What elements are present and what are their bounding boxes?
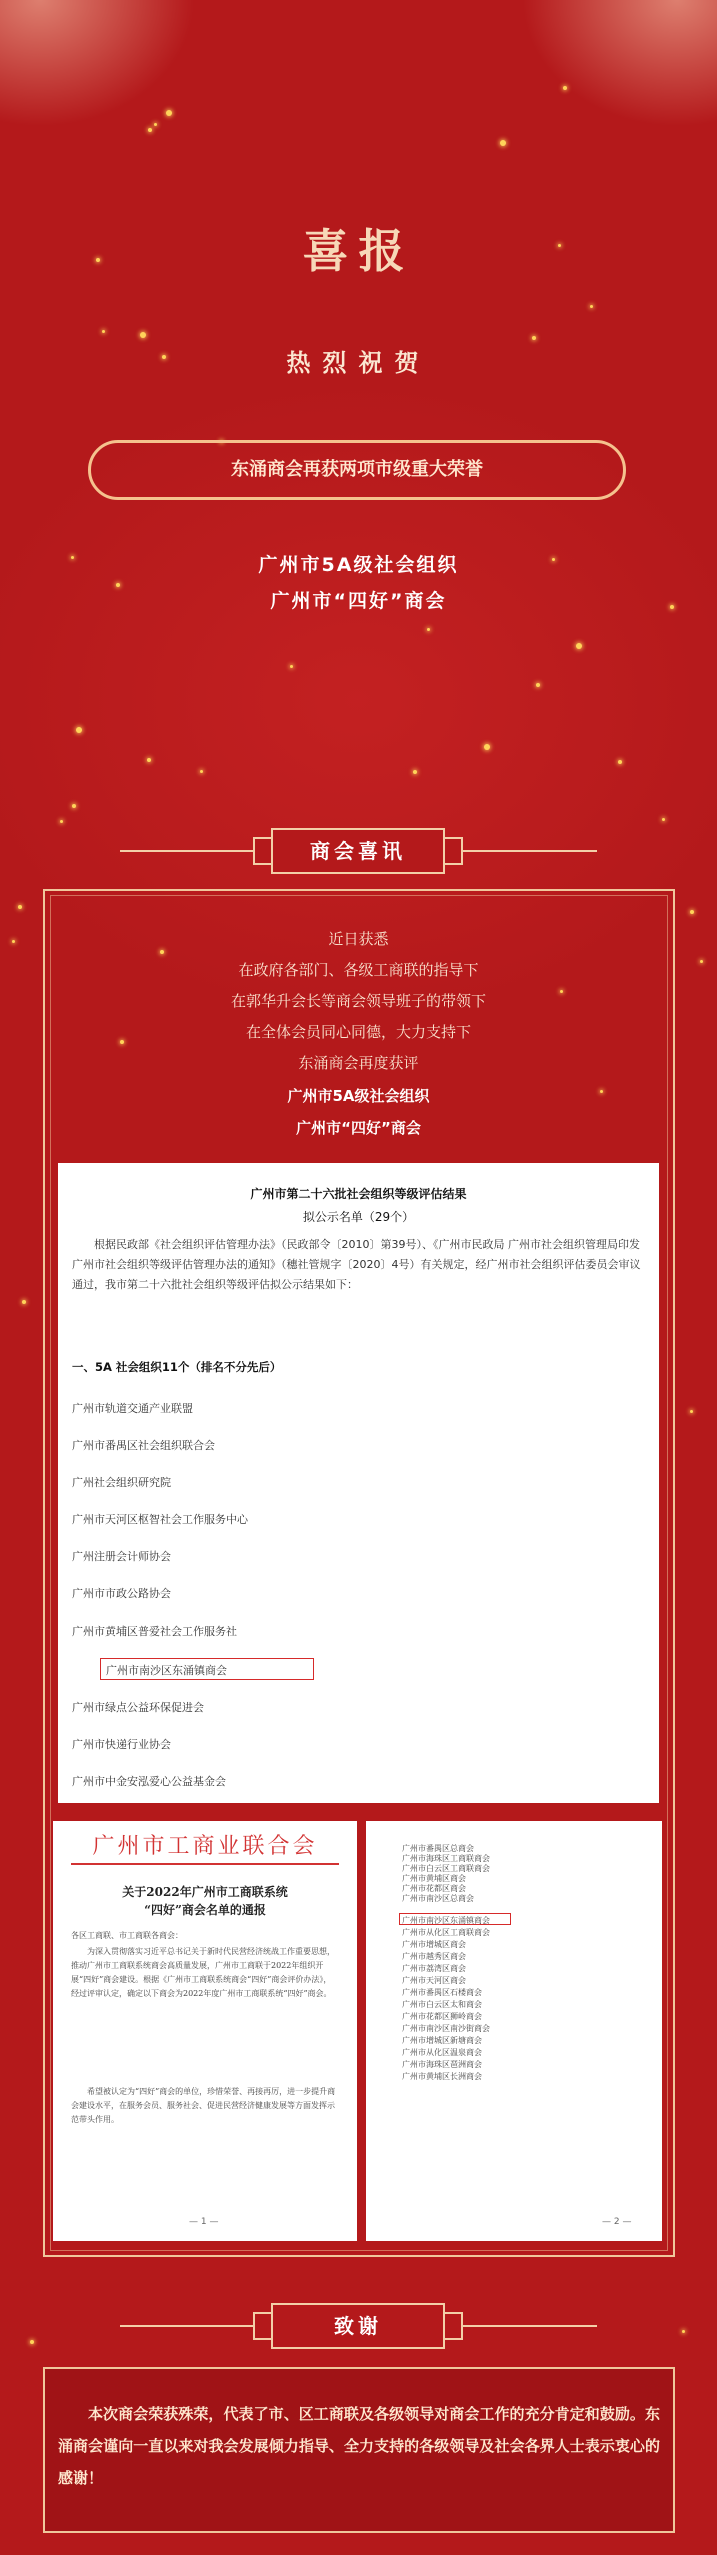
intro-highlight: 广州市“四好”商会 — [296, 1119, 421, 1137]
intro-highlight: 广州市5A级社会组织 — [287, 1087, 430, 1105]
org-item: 广州社会组织研究院 — [72, 1476, 171, 1489]
list-item: 广州市增城区商会 — [402, 1940, 466, 1949]
notice-body: 为深入贯彻落实习近平总书记关于新时代民营经济统战工作重要思想，推动广州市工商联系统商会高质量发展，广州市工商联于2022年组织开展“四好”商会建设。根据《广州市工商联系统商会“四好”商会评价办法》，经过评审认定，确定以下商会为2022年度广州市工商联系统“四好”商会。 — [71, 1947, 335, 1998]
notice-body: 希望被认定为“四好”商会的单位，珍惜荣誉、再接再厉，进一步提升商会建设水平，在服务会员、服务社会、促进民营经济健康发展等方面发挥示范带头作用。 — [71, 2087, 336, 2124]
award-four-good: 广州市“四好”商会 — [270, 590, 447, 612]
federation-notice-page-1 — [53, 1821, 357, 2241]
list-item-highlighted: 广州市南沙区东涌镇商会 — [402, 1916, 490, 1925]
evaluation-result-document — [58, 1163, 659, 1803]
org-item: 广州市市政公路协会 — [72, 1587, 171, 1600]
ribbon-right-line — [457, 2325, 597, 2327]
thanks-ribbon — [253, 2303, 463, 2349]
org-item-highlighted: 广州市南沙区东涌镇商会 — [106, 1664, 227, 1677]
list-item: 广州市黄埔区长洲商会 — [402, 2072, 482, 2081]
doc-subtitle: 拟公示名单（29个） — [302, 1210, 415, 1224]
intro-line: 东涌商会再度获评 — [298, 1054, 419, 1072]
intro-line: 在全体会员同心同德，大力支持下 — [245, 1023, 471, 1041]
list-item: 广州市南沙区总商会 — [402, 1894, 474, 1903]
org-item: 广州注册会计师协会 — [72, 1550, 171, 1563]
doc-section-heading: 一、5A 社会组织11个（排名不分先后） — [72, 1360, 282, 1374]
list-item: 广州市海珠区琶洲商会 — [402, 2060, 482, 2069]
list-item: 广州市从化区工商联商会 — [402, 1928, 490, 1937]
doc-paragraph: 根据民政部《社会组织评估管理办法》（民政部令〔2010〕第39号）、《广州市民政局 广州市社会组织管理局印发广州市社会组织等级评估管理办法的通知》（穗社管规字〔2020〕4号）有关规定，经广州市社会组织评估委员会审议通过，我市第二十六批社会组织等级评估拟公示结果如下： — [72, 1238, 641, 1291]
honor-banner: 东涌商会再获两项市级重大荣誉 — [88, 440, 626, 500]
highlight-box — [100, 1658, 314, 1680]
news-ribbon-label: 商会喜讯 — [271, 828, 445, 874]
thanks-text: 本次商会荣获殊荣，代表了市、区工商联及各级领导对商会工作的充分肯定和鼓励。东涌商会谨向一直以来对我会发展倾力指导、全力支持的各级领导及社会各界人士表示衷心的感谢！ — [58, 2405, 660, 2487]
list-item: 广州市海珠区工商联商会 — [402, 1854, 490, 1863]
list-item: 广州市增城区新塘商会 — [402, 2036, 482, 2045]
federation-notice-page-2 — [366, 1821, 662, 2241]
list-item: 广州市天河区商会 — [402, 1976, 466, 1985]
page-number: — 2 — — [602, 2217, 632, 2227]
page-number: — 1 — — [189, 2217, 219, 2227]
news-ribbon — [253, 828, 463, 874]
doc-title: 广州市第二十六批社会组织等级评估结果 — [250, 1187, 467, 1201]
org-item: 广州市天河区枢智社会工作服务中心 — [72, 1513, 248, 1526]
celebration-subtitle: 热烈祝贺 — [286, 349, 431, 377]
list-item: 广州市花都区商会 — [402, 1884, 466, 1893]
org-item: 广州市黄埔区普爱社会工作服务社 — [72, 1625, 237, 1638]
federation-header: 广州市工商业联合会 — [92, 1834, 318, 1859]
ribbon-right-line — [457, 850, 597, 852]
notice-salutation: 各区工商联、市工商联各商会： — [71, 1931, 183, 1940]
intro-line: 在郭华升会长等商会领导班子的带领下 — [230, 992, 486, 1010]
org-item: 广州市轨道交通产业联盟 — [72, 1402, 193, 1415]
list-item: 广州市越秀区商会 — [402, 1952, 466, 1961]
ribbon-left-line — [120, 2325, 260, 2327]
list-item: 广州市番禺区石楼商会 — [402, 1988, 482, 1997]
intro-line: 在政府各部门、各级工商联的指导下 — [238, 961, 479, 979]
list-item: 广州市白云区太和商会 — [402, 2000, 482, 2009]
notice-title: 关于2022年广州市工商联系统 — [122, 1885, 288, 1899]
list-item: 广州市番禺区总商会 — [402, 1844, 474, 1853]
intro-line: 近日获悉 — [328, 930, 389, 948]
highlight-box — [399, 1913, 511, 1925]
page-title: 喜报 — [302, 224, 415, 278]
list-item: 广州市荔湾区商会 — [402, 1964, 466, 1973]
list-item: 广州市南沙区南沙街商会 — [402, 2024, 490, 2033]
list-item: 广州市从化区温泉商会 — [402, 2048, 482, 2057]
list-item: 广州市花都区狮岭商会 — [402, 2012, 482, 2021]
org-item: 广州市快递行业协会 — [72, 1738, 171, 1751]
org-item: 广州市番禺区社会组织联合会 — [72, 1439, 215, 1452]
notice-title: “四好”商会名单的通报 — [144, 1903, 266, 1917]
org-item: 广州市绿点公益环保促进会 — [72, 1701, 204, 1714]
list-item: 广州市白云区工商联商会 — [402, 1864, 490, 1873]
thanks-ribbon-label: 致谢 — [271, 2303, 445, 2349]
ribbon-left-line — [120, 850, 260, 852]
org-item: 广州市中金安泓爱心公益基金会 — [72, 1775, 226, 1788]
list-item: 广州市黄埔区商会 — [402, 1874, 466, 1883]
award-5a: 广州市5A级社会组织 — [258, 554, 459, 576]
header-rule — [71, 1863, 339, 1865]
